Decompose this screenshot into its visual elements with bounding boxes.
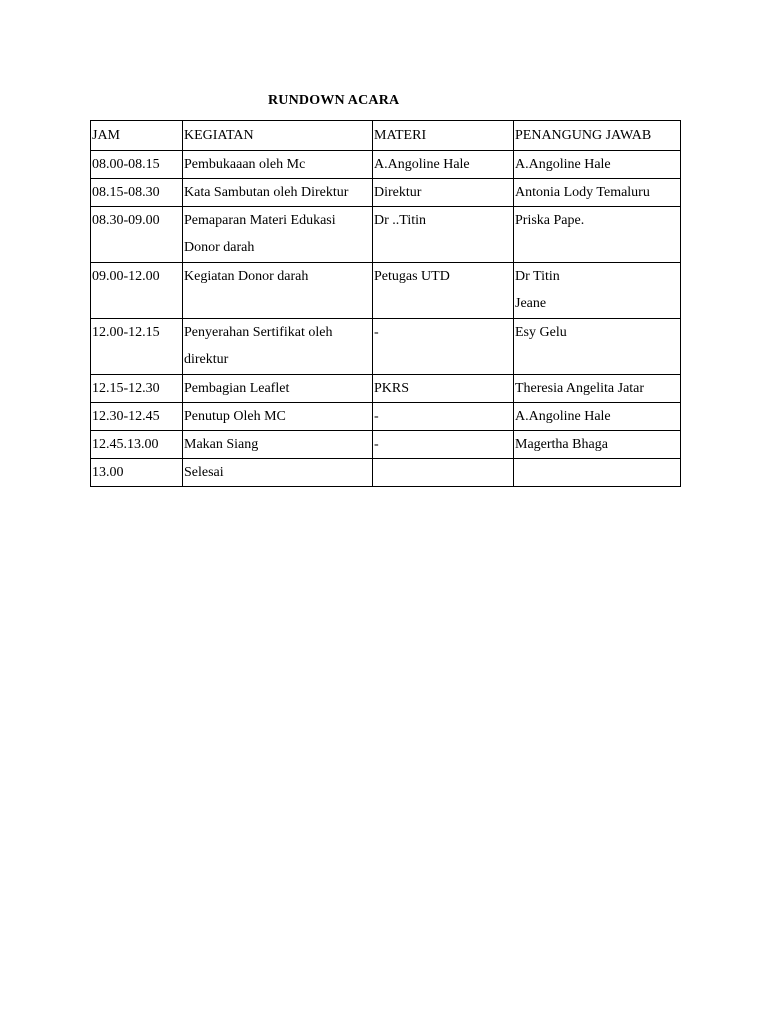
- cell-materi: -: [373, 403, 514, 431]
- pj-line: Esy Gelu: [515, 325, 567, 340]
- table-row: [91, 179, 681, 207]
- table-row: [91, 207, 681, 263]
- cell-materi: Dr ..Titin: [373, 207, 514, 263]
- cell-jam: 08.15-08.30: [91, 179, 183, 207]
- pj-line: Theresia Angelita Jatar: [515, 381, 645, 396]
- table-row: [91, 319, 681, 375]
- cell-penanggung-jawab: [514, 263, 681, 319]
- cell-penanggung-jawab: [514, 403, 681, 431]
- pj-line: A.Angoline Hale: [515, 157, 611, 172]
- cell-jam: 09.00-12.00: [91, 263, 183, 319]
- cell-kegiatan: [183, 403, 373, 431]
- kegiatan-line: Penyerahan Sertifikat oleh: [184, 325, 333, 340]
- table-row: [91, 375, 681, 403]
- table-row: [91, 459, 681, 487]
- kegiatan-line: Pembukaaan oleh Mc: [184, 157, 306, 172]
- table-row: [91, 431, 681, 459]
- cell-jam: 12.30-12.45: [91, 403, 183, 431]
- kegiatan-line: Kegiatan Donor darah: [184, 269, 309, 284]
- column-header-materi: MATERI: [373, 121, 514, 151]
- cell-materi: -: [373, 319, 514, 375]
- pj-line: Jeane: [515, 296, 547, 311]
- cell-materi: Direktur: [373, 179, 514, 207]
- cell-penanggung-jawab: [514, 459, 681, 487]
- cell-penanggung-jawab: [514, 151, 681, 179]
- cell-materi: PKRS: [373, 375, 514, 403]
- column-header-penanggung-jawab: PENANGUNG JAWAB: [514, 121, 681, 151]
- kegiatan-line: Makan Siang: [184, 437, 259, 452]
- column-header-kegiatan: KEGIATAN: [183, 121, 373, 151]
- cell-kegiatan: [183, 459, 373, 487]
- cell-penanggung-jawab: [514, 179, 681, 207]
- cell-jam: 08.30-09.00: [91, 207, 183, 263]
- cell-materi: A.Angoline Hale: [373, 151, 514, 179]
- cell-kegiatan: [183, 151, 373, 179]
- kegiatan-line: direktur: [184, 352, 229, 367]
- cell-kegiatan: [183, 431, 373, 459]
- cell-jam: 12.45.13.00: [91, 431, 183, 459]
- kegiatan-line: Kata Sambutan oleh Direktur: [184, 185, 349, 200]
- pj-line: Antonia Lody Temaluru: [515, 185, 650, 200]
- pj-line: Dr Titin: [515, 269, 560, 284]
- page-title: RUNDOWN ACARA: [268, 93, 400, 108]
- cell-kegiatan: [183, 375, 373, 403]
- pj-line: Priska Pape.: [515, 213, 585, 228]
- cell-penanggung-jawab: [514, 207, 681, 263]
- cell-materi: -: [373, 431, 514, 459]
- cell-jam: 12.00-12.15: [91, 319, 183, 375]
- cell-jam: 08.00-08.15: [91, 151, 183, 179]
- cell-kegiatan: [183, 319, 373, 375]
- cell-kegiatan: [183, 263, 373, 319]
- cell-penanggung-jawab: [514, 375, 681, 403]
- column-header-jam: JAM: [91, 121, 183, 151]
- table-row: [91, 151, 681, 179]
- rundown-table: [90, 120, 681, 487]
- kegiatan-line: Selesai: [184, 465, 224, 480]
- table-row: [91, 263, 681, 319]
- kegiatan-line: Penutup Oleh MC: [184, 409, 286, 424]
- cell-materi: Petugas UTD: [373, 263, 514, 319]
- cell-penanggung-jawab: [514, 319, 681, 375]
- cell-penanggung-jawab: [514, 431, 681, 459]
- kegiatan-line: Pembagian Leaflet: [184, 381, 290, 396]
- cell-kegiatan: [183, 207, 373, 263]
- kegiatan-line: Pemaparan Materi Edukasi: [184, 213, 336, 228]
- cell-materi: [373, 459, 514, 487]
- pj-line: A.Angoline Hale: [515, 409, 611, 424]
- kegiatan-line: Donor darah: [184, 240, 255, 255]
- table-header-row: [91, 121, 681, 151]
- pj-line: Magertha Bhaga: [515, 437, 608, 452]
- cell-jam: 13.00: [91, 459, 183, 487]
- cell-kegiatan: [183, 179, 373, 207]
- table-row: [91, 403, 681, 431]
- cell-jam: 12.15-12.30: [91, 375, 183, 403]
